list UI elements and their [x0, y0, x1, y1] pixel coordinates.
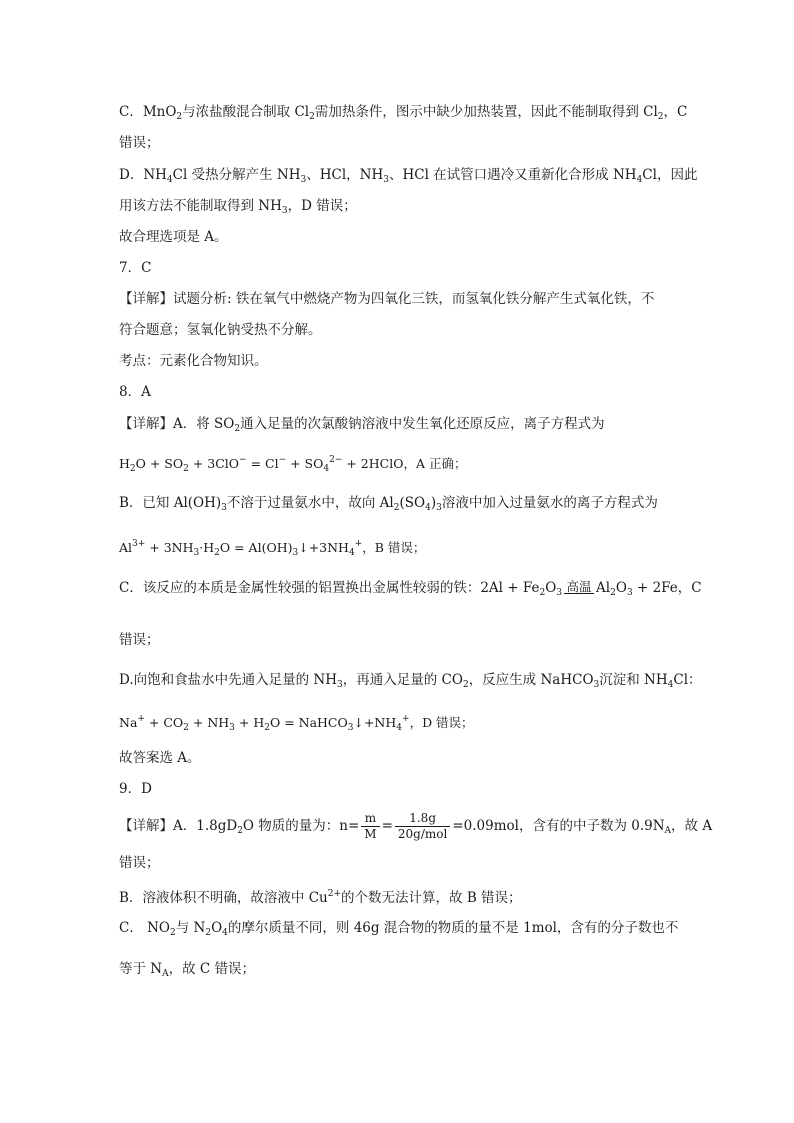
text-segment: Cl： [673, 672, 702, 688]
text-line-knowledge-point [119, 353, 268, 369]
question-9-answer [119, 781, 152, 797]
subscript: A [162, 969, 169, 979]
text-segment: = Cl [246, 456, 279, 471]
subscript: 4 [425, 503, 431, 513]
text-line-option-c-mno2 [119, 104, 687, 125]
superscript: + [402, 714, 410, 724]
subscript: 3 [383, 175, 389, 185]
reaction-condition-label: 高温 [566, 579, 592, 594]
subscript: 2 [264, 723, 270, 733]
subscript: 4 [348, 548, 355, 558]
superscript: − [239, 455, 247, 465]
text-segment: + 3ClO [188, 456, 240, 471]
text-segment: 溶液中加入过量氨水的离子方程式为 [441, 495, 658, 511]
text-segment: 【详解】试题分析: 铁在氧气中燃烧产物为四氧化三铁，而氢氧化铁分解产生式氧化铁，不 [119, 291, 655, 307]
text-segment: + 2HClO，A 正确； [342, 456, 467, 471]
text-segment: 7．C [119, 260, 152, 276]
text-line [119, 961, 255, 982]
subscript: 4 [667, 680, 674, 690]
text-segment: Al [119, 540, 133, 555]
text-segment: C． NO [119, 920, 171, 936]
text-line-option-b [119, 495, 658, 516]
text-segment: 通入足量的次氯酸钠溶液中发生氧化还原反应，离子方程式为 [240, 416, 605, 432]
subscript: 3 [347, 723, 354, 733]
text-segment: ↓+NH [353, 715, 397, 730]
text-segment: 故答案选 A。 [119, 750, 201, 766]
text-segment: ，B 错误； [362, 540, 426, 555]
text-segment: 考点：元素化合物知识。 [119, 353, 268, 369]
text-line [119, 135, 160, 151]
text-line-option-c-no2 [119, 920, 678, 941]
text-segment: ，再通入足量的 CO [342, 672, 463, 688]
text-segment: 、HCl，NH [306, 167, 384, 183]
text-segment: 、HCl 在试管口遇冷又重新化合形成 NH [388, 167, 637, 183]
text-segment: 与 N [175, 920, 206, 936]
text-segment: O [545, 580, 557, 596]
fraction-denominator: 20g/mol [397, 827, 448, 841]
subscript: 2 [129, 464, 136, 474]
question-8-answer [119, 384, 151, 400]
superscript: 2+ [327, 889, 342, 899]
text-segment: Cl，因此 [642, 167, 698, 183]
text-segment: Na [119, 715, 138, 730]
text-segment: + 2Fe，C [632, 580, 702, 596]
text-segment: ) [430, 495, 437, 511]
text-segment: ，故 A [671, 818, 713, 834]
text-line [119, 632, 160, 648]
subscript: 2 [170, 928, 176, 938]
text-line [119, 198, 357, 219]
text-segment: ，D 错误； [287, 198, 357, 214]
question-8-explanation [119, 416, 605, 437]
question-9-explanation [119, 811, 712, 842]
subscript: 4 [396, 723, 403, 733]
text-segment: ，反应生成 NaHCO [468, 672, 594, 688]
fraction-m-over-M [361, 811, 379, 842]
superscript: + [137, 714, 145, 724]
text-segment: ，故 C 错误； [168, 961, 256, 977]
text-segment: Al [596, 580, 611, 596]
subscript: 2 [237, 826, 243, 836]
subscript: 3 [229, 723, 235, 733]
fraction-numerator: m [361, 811, 379, 827]
text-segment: O + SO [135, 456, 184, 471]
text-segment: 错误； [119, 632, 160, 648]
superscript: + [354, 539, 363, 549]
text-segment: =0.09mol，含有的中子数为 0.9N [452, 818, 665, 834]
text-segment: 等于 N [119, 961, 163, 977]
subscript: 3 [337, 680, 343, 690]
superscript: 2− [329, 455, 343, 465]
text-segment: O = Al(OH) [219, 540, 293, 555]
text-segment: H [119, 456, 130, 471]
question-7-explanation [119, 291, 654, 307]
subscript: 2 [205, 928, 212, 938]
subscript: 2 [539, 588, 546, 598]
subscript: 2 [393, 503, 400, 513]
fraction-denominator: M [364, 827, 377, 841]
text-line-option-d-nh4cl [119, 167, 697, 188]
text-segment: + NH [188, 715, 230, 730]
text-segment: ，D 错误； [409, 715, 474, 730]
text-segment: + CO [144, 715, 184, 730]
subscript: 2 [462, 680, 469, 690]
text-segment: 【详解】A．将 SO [119, 416, 235, 432]
subscript: 2 [176, 112, 183, 122]
equation-line [119, 452, 466, 477]
subscript: 3 [556, 588, 563, 598]
text-segment: C．该反应的本质是金属性较强的铝置换出金属性较弱的铁：2Al + Fe [119, 580, 540, 596]
text-segment: D.向饱和食盐水中先通入足量的 NH [119, 672, 338, 688]
equation-line [119, 711, 474, 736]
text-line-option-c-thermite [119, 580, 702, 601]
subscript: 2 [657, 112, 664, 122]
subscript: A [664, 826, 672, 836]
subscript: 2 [309, 112, 315, 122]
text-segment: 的个数无法计算，故 B 错误； [341, 890, 522, 906]
text-line-conclusion [119, 750, 201, 766]
subscript: 3 [221, 503, 227, 513]
text-segment: 8．A [119, 384, 151, 400]
text-segment: 不溶于过量氨水中，故向 Al [226, 495, 394, 511]
text-line-conclusion [119, 229, 228, 245]
subscript: 3 [193, 548, 200, 558]
subscript: 3 [300, 175, 307, 185]
text-segment: = [381, 818, 393, 834]
text-segment: 需加热条件，图示中缺少加热装置，因此不能制取得到 Cl [314, 104, 658, 120]
text-segment: 的摩尔质量不同，则 46g 混合物的物质的量不是 1mol，含有的分子数也不 [227, 920, 679, 936]
subscript: 2 [234, 424, 241, 434]
text-segment: 错误； [119, 855, 160, 871]
text-segment: 故合理选项是 A。 [119, 229, 228, 245]
text-segment: Cl 受热分解产生 NH [172, 167, 301, 183]
subscript: 2 [183, 723, 189, 733]
subscript: 4 [222, 928, 228, 938]
text-segment: C．MnO [119, 104, 177, 120]
text-segment: ，C [663, 104, 688, 120]
subscript: 4 [323, 464, 330, 474]
subscript: 2 [214, 548, 220, 558]
text-segment: 与浓盐酸混合制取 Cl [182, 104, 310, 120]
superscript: − [278, 455, 287, 465]
text-segment: B．已知 Al(OH) [119, 495, 222, 511]
text-segment: D．NH [119, 167, 167, 183]
text-segment: 用该方法不能制取得到 NH [119, 198, 282, 214]
text-segment: B．溶液体积不明确，故溶液中 Cu [119, 890, 328, 906]
text-line [119, 855, 160, 871]
equation-line [119, 536, 425, 561]
text-segment: ·H [199, 540, 215, 555]
text-segment: (SO [399, 495, 426, 511]
text-segment: 符合题意；氢氧化钠受热不分解。 [119, 322, 322, 338]
text-segment: 【详解】A．1.8gD [119, 818, 238, 834]
text-line [119, 322, 322, 338]
text-line-option-d-nahco3 [119, 672, 702, 693]
subscript: 3 [436, 503, 442, 513]
subscript: 4 [636, 175, 643, 185]
text-segment: 9．D [119, 781, 152, 797]
superscript: 3+ [132, 539, 146, 549]
subscript: 3 [593, 680, 600, 690]
text-segment: O 物质的量为：n= [242, 818, 360, 834]
subscript: 3 [292, 548, 299, 558]
text-segment: + 3NH [145, 540, 194, 555]
text-segment: 错误； [119, 135, 160, 151]
text-segment: O [615, 580, 627, 596]
subscript: 3 [281, 206, 288, 216]
text-segment: + H [234, 715, 265, 730]
text-segment: 沉淀和 NH [599, 672, 668, 688]
fraction-mass-over-molar-mass [395, 811, 450, 842]
text-segment: ↓+3NH [298, 540, 349, 555]
text-segment: O [211, 920, 223, 936]
subscript: 3 [626, 588, 633, 598]
question-7-answer [119, 260, 151, 276]
subscript: 2 [183, 464, 189, 474]
text-segment: O = NaHCO [269, 715, 348, 730]
subscript: 4 [166, 175, 173, 185]
text-segment: + SO [286, 456, 324, 471]
reaction-condition-arrow [564, 580, 594, 601]
fraction-numerator: 1.8g [395, 811, 450, 827]
subscript: 2 [610, 588, 616, 598]
text-line-option-b-cu [119, 886, 522, 906]
